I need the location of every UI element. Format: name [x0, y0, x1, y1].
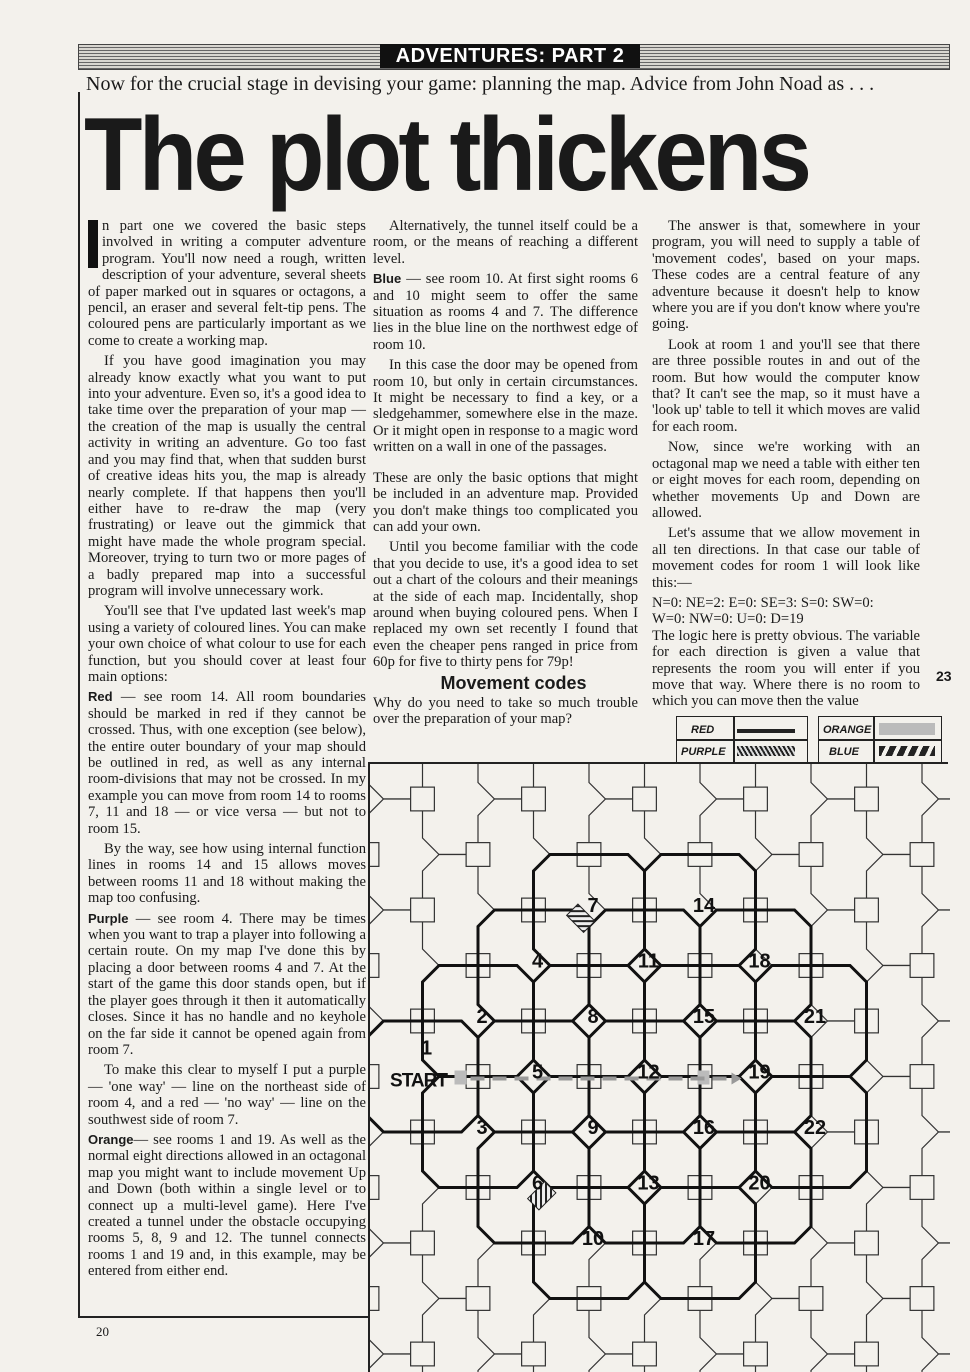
- square-cell: [855, 1231, 879, 1255]
- paragraph: If you have good imagination you may already know exactly what you want to put into your adventure. Even so, it's a good idea to take time over the preparation of your map — the creation of the map is usually the central activity in writing an adventure. Go too fast and you may find that, when that sudden burst of creative ideas hits you, the map is already nearly complete. If that happens then you'll either have to re-draw the map (very frustrating) or leave out the gimmick that might have made the whole program special. Moreover, trying to turn two or more pages of a badly prepared map into a successful program will involve unnecessary work.: [88, 353, 366, 599]
- legend-red-label: RED: [691, 724, 715, 736]
- room-number: 12: [637, 1061, 660, 1084]
- paragraph: n part one we covered the basic steps involved in writing a computer adventure program. You'll now need a rough, written description of your adventure, several sheets of paper marked out in squares or octagons, a pencil, an eraser and several felt-tip pens. The coloured pens are particularly important as we come to create a working map.: [88, 218, 366, 349]
- room-number: 16: [692, 1117, 716, 1139]
- square-cell: [633, 787, 657, 811]
- paragraph: By the way, see how using internal function lines in rooms 14 and 15 allows moves between rooms 11 and 18 without making the map too confusing.: [88, 841, 366, 907]
- legend-orange-label: ORANGE: [823, 724, 872, 736]
- legend-divider: [873, 717, 875, 765]
- square-cell: [633, 1342, 657, 1366]
- room-number: 13: [637, 1172, 660, 1195]
- square-cell: [411, 1342, 435, 1366]
- paragraph: Now, since we're working with an octagonal map we need a table with either ten or eight moves for each room, depending on whether movements Up and Down are allowed.: [652, 439, 920, 521]
- option-label-red: Red: [88, 689, 113, 705]
- room-number: 18: [748, 950, 771, 973]
- square-cell: [910, 1065, 934, 1089]
- column-3: [652, 218, 920, 714]
- room-number: 5: [531, 1061, 544, 1084]
- room-number: 10: [581, 1228, 605, 1250]
- standfirst: Now for the crucial stage in devising your game: planning the map. Advice from John Noad as . . .: [86, 73, 875, 95]
- room-number: 19: [748, 1061, 771, 1084]
- legend-orange-swatch: [879, 723, 935, 735]
- square-cell: [910, 954, 934, 978]
- legend-purple-swatch: [737, 746, 795, 756]
- legend-red-swatch: [737, 729, 795, 733]
- paragraph: These are only the basic options that might be included in an adventure map. Provided you don't make things too complicated you can add your own.: [373, 469, 638, 535]
- room-number: 3: [476, 1117, 488, 1139]
- legend-divider: [733, 717, 735, 765]
- paragraph: You'll see that I've updated last week's map using a variety of coloured lines. You can make your own choice of what colour to use for each function, but you should cover at least four main options:: [88, 603, 366, 685]
- room-number: 6: [531, 1172, 544, 1195]
- paragraph: Alternatively, the tunnel itself could be a room, or the means of reaching a different level.: [373, 218, 638, 267]
- room-number: 1: [420, 1037, 433, 1060]
- square-cell: [370, 1287, 379, 1311]
- paragraph: The logic here is pretty obvious. The variable for each direction is given a value that represents the room you will enter if you move that way. Where there is no room to which you can move then the value: [652, 627, 920, 710]
- square-cell: [466, 843, 490, 867]
- paragraph: — see room 10. At first sight rooms 6 and 10 might seem to offer the same situation as rooms 4 and 7. The difference lies in the blue line on the northwest edge of room 10.: [373, 271, 638, 353]
- room-number: 22: [803, 1117, 827, 1139]
- room-number: 20: [748, 1172, 771, 1195]
- column-2: [373, 218, 638, 732]
- square-cell: [370, 954, 379, 978]
- square-cell: [799, 1287, 823, 1311]
- square-cell: [411, 787, 435, 811]
- drop-cap: [88, 220, 98, 268]
- square-cell: [744, 1342, 768, 1366]
- room-number: 15: [692, 1006, 716, 1028]
- square-cell: [855, 787, 879, 811]
- square-cell: [910, 1176, 934, 1200]
- series-banner: ADVENTURES: PART 2: [380, 44, 640, 68]
- legend-purple-label: PURPLE: [681, 746, 726, 758]
- frame-line: [78, 1316, 370, 1318]
- legend-blue-swatch: [879, 746, 935, 756]
- start-label: START: [390, 1070, 447, 1092]
- paragraph: Until you become familiar with the code that you decide to use, it's a good idea to set out a chart of the colours and their meanings at the side of each map. Incidentally, shop around when buying coloured pens. When I replaced my own set recently I found that even the cheaper pens ranged in price from 60p for five to thirty pens for 79p!: [373, 539, 638, 671]
- paragraph: Why do you need to take so much trouble over the preparation of your map?: [373, 694, 638, 728]
- frame-line: [78, 92, 80, 1318]
- room-number: 21: [803, 1006, 827, 1028]
- square-cell: [411, 1231, 435, 1255]
- section-heading: Movement codes: [440, 672, 587, 693]
- option-label-purple: Purple: [88, 910, 129, 926]
- code-line: N=0: NE=2: E=0: SE=3: S=0: SW=0:: [652, 594, 874, 611]
- legend-box-left: [676, 716, 808, 766]
- paragraph: — see rooms 1 and 19. As well as the normal eight directions allowed in an octagonal map you might want to include movement Up and Down (both within a single level or to connect up a multi-level game). Here I've created a tunnel under the obstacle occupying rooms 5, 8, 9 and 12. The tunnel connects rooms 1 and 19 and, in this example, may be entered from either end.: [88, 1131, 367, 1280]
- square-cell: [855, 1342, 879, 1366]
- room-number: 4: [531, 950, 544, 973]
- square-cell: [910, 843, 934, 867]
- option-label-orange: Orange: [88, 1131, 134, 1147]
- legend-divider: [677, 739, 807, 741]
- room-number: 9: [587, 1117, 599, 1139]
- square-cell: [855, 898, 879, 922]
- tunnel-entrance: [455, 1071, 467, 1085]
- square-cell: [370, 843, 379, 867]
- paragraph: Let's assume that we allow movement in all ten directions. In that case our table of movement codes for room 1 will look like this:—: [652, 525, 920, 591]
- square-cell: [411, 898, 435, 922]
- facing-page-number: 23: [936, 668, 952, 684]
- code-line: W=0: NW=0: U=0: D=19: [652, 611, 804, 628]
- square-cell: [522, 1342, 546, 1366]
- paragraph: — see room 14. All room boundaries should be marked in red if they cannot be crossed. Thus, with one exception (see below), the entire outer boundary of your map should be outlined in red, as well as any internal room-divisions that may not be crossed. In my example you can move from room 14 to rooms 7, 11 and 18 — or vice versa — but not to room 15.: [88, 689, 366, 837]
- square-cell: [370, 1065, 379, 1089]
- headline: The plot thickens: [84, 97, 809, 213]
- legend-divider: [819, 739, 941, 741]
- square-cell: [466, 1287, 490, 1311]
- room-number: 8: [587, 1006, 599, 1028]
- paragraph: The answer is that, somewhere in your program, you will need to supply a table of 'movement codes', based on your maps. These codes are a central feature of any adventure because it doesn't help to know where you are if you don't know where you're going.: [652, 218, 920, 333]
- room-number: 11: [637, 950, 660, 973]
- square-cell: [744, 787, 768, 811]
- legend-box-right: [818, 716, 942, 766]
- room-number: 2: [476, 1006, 488, 1028]
- paragraph: To make this clear to myself I put a purple — 'one way' — line on the northeast side of room 4, and a red — 'no way' — line on the southwest side of room 7.: [88, 1062, 366, 1128]
- adventure-map: [370, 764, 950, 1372]
- column-1: [88, 218, 366, 1284]
- square-cell: [522, 787, 546, 811]
- square-cell: [910, 1287, 934, 1311]
- room-number: 14: [692, 895, 716, 917]
- page-number: 20: [96, 1324, 109, 1339]
- square-cell: [799, 843, 823, 867]
- paragraph: In this case the door may be opened from room 10, but only in certain circumstances. It might be necessary to find a key, or a sledgehammer, somewhere else in the maze. Or it might open in response to a magic word written on a wall in one of the passages.: [373, 357, 638, 456]
- room-number: 7: [587, 895, 599, 917]
- room-number: 17: [692, 1228, 716, 1250]
- legend-blue-label: BLUE: [829, 746, 859, 758]
- paragraph: — see room 4. There may be times when you want to trap a player into following a certain route. On my map I've done this by placing a door between rooms 4 and 7. At the start of the game this door stands open, but if the player goes through it then it automatically closes. Since it has no handle and no keyhole on the far side it cannot be opened again from room 7.: [88, 910, 366, 1058]
- square-cell: [370, 1176, 379, 1200]
- option-label-blue: Blue: [373, 271, 402, 287]
- paragraph: Look at room 1 and you'll see that there are three possible routes in and out of the room. But how would the computer know that? It can't see the map, so it must have a 'look up' table to tell it which moves are valid for each room.: [652, 336, 920, 435]
